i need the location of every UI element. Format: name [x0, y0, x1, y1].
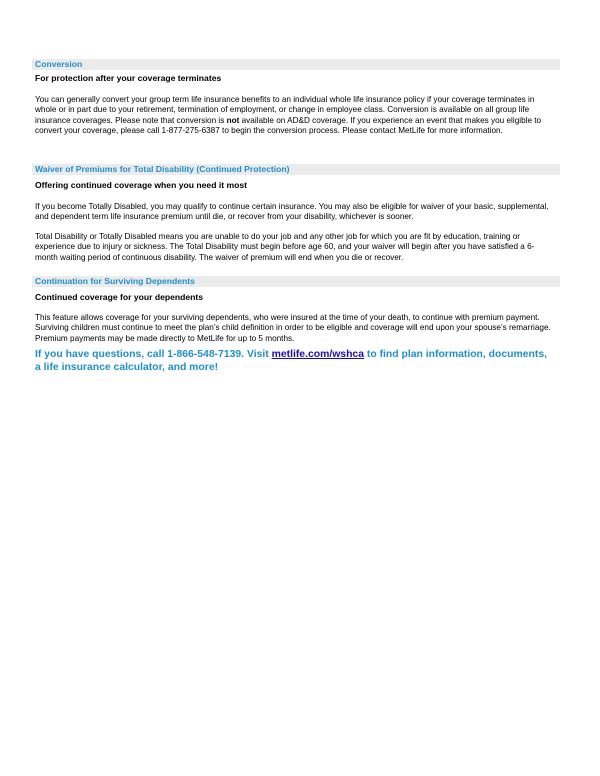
- waiver-paragraph-2: Total Disability or Totally Disabled means you are unable to do your job and any other job for which you are fit by education, training or experience due to injury or sickness. The Total Disability must begin before age 60, and your waiver will begin after you have satisfied a 6-month waiting period of continuous disability. The waiver of premium will end when you die or recover.: [35, 232, 535, 262]
- conversion-text-bold: not: [226, 115, 240, 125]
- section-header-waiver: Waiver of Premiums for Total Disability (Continued Protection): [32, 164, 560, 175]
- cta-text-2: to find plan information, documents, a life insurance calculator, and more!: [35, 349, 547, 373]
- waiver-paragraph-1: If you become Totally Disabled, you may qualify to continue certain insurance. You may also be eligible for waiver of your basic, supplemental, and dependent term life insurance premium until die, or recover from your disability, whichever is sooner.: [35, 202, 549, 222]
- metlife-website-link[interactable]: metlife.com/wshca: [271, 349, 364, 360]
- conversion-text-2: available on AD&D coverage. If you experience an event that makes you eligible to convert your coverage, please call 1-877-275-6387 to begin the conversion process. Please contact MetLife for more information.: [35, 115, 542, 136]
- section-subtitle-waiver: Offering continued coverage when you need it most: [35, 180, 248, 190]
- section-header-conversion: Conversion: [32, 59, 560, 70]
- contact-callout: [35, 349, 555, 374]
- cta-text-1: If you have questions, call 1-866-548-7139. Visit: [35, 349, 272, 360]
- section-subtitle-continuation: Continued coverage for your dependents: [35, 292, 204, 302]
- continuation-paragraph: This feature allows coverage for your surviving dependents, who were insured at the time of your death, to continue with premium payment. Surviving children must continue to meet the plan’s child definition in order to be eligible and coverage will end upon your spouse’s remarriage. Premium payments may be made directly to MetLife for up to 5 months.: [35, 313, 551, 343]
- conversion-text-1: You can generally convert your group term life insurance benefits to an individual whole life insurance policy if your coverage terminates in whole or in part due to your retirement, termination of employment, or change in employee class. Conversion is available on all group life insurance coverages. Please note that conversion is: [35, 95, 535, 125]
- conversion-paragraph: [35, 95, 557, 137]
- section-header-continuation: Continuation for Surviving Dependents: [32, 276, 560, 287]
- section-subtitle-conversion: For protection after your coverage terminates: [35, 73, 222, 83]
